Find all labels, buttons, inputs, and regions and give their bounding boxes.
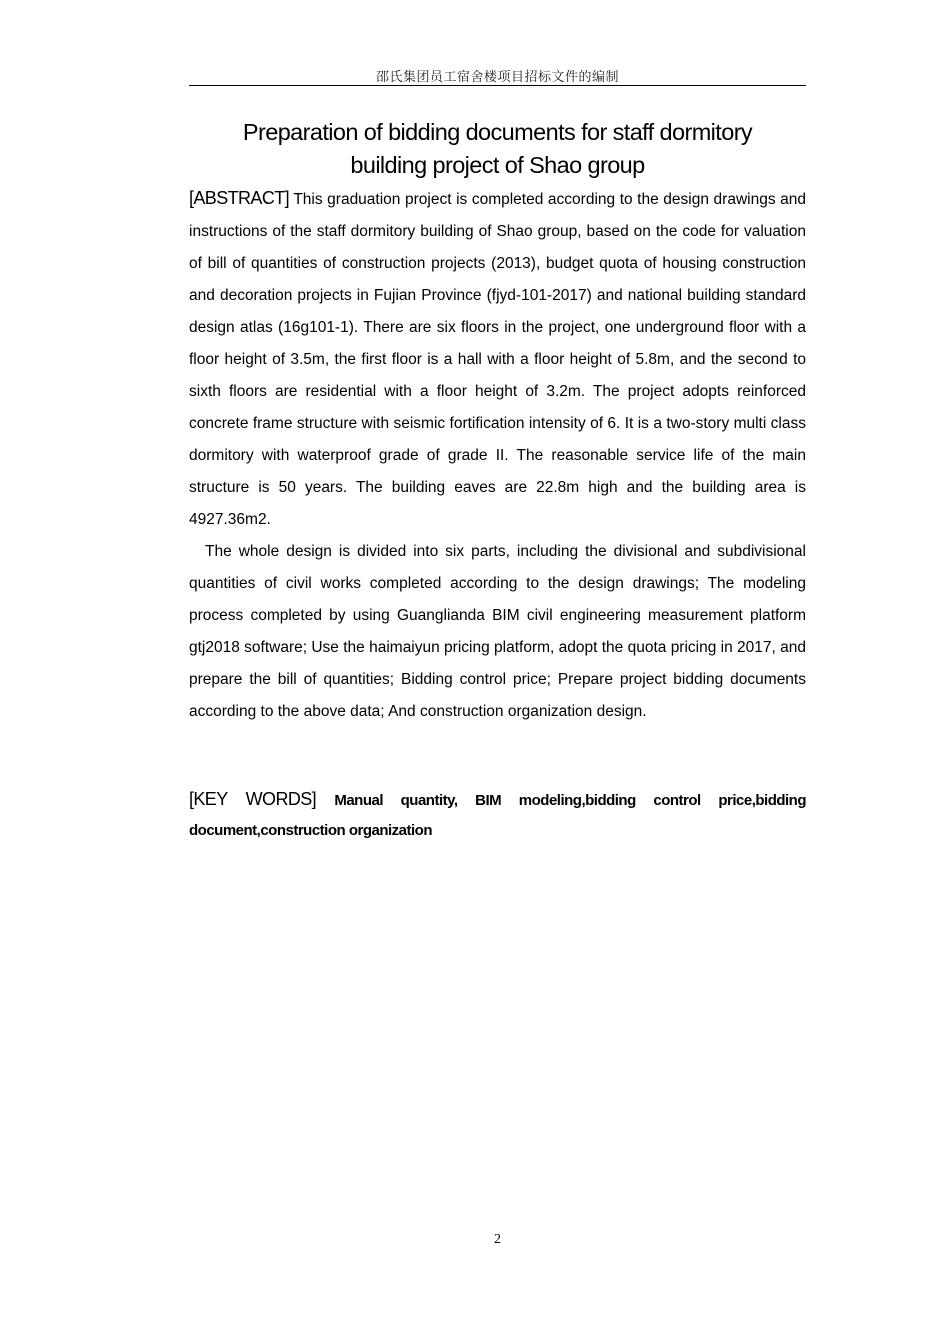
abstract-paragraph-2: The whole design is divided into six parts, including the divisional and subdivisional quantities of civil works completed according to the design drawings; The modeling process completed by using Guanglianda BIM civil engineering measurement platform gtj2018 software; Use the haimaiyun pricing platform, adopt the quota pricing in 2017, and prepare the bill of quantities; Bidding control price; Prepare project bidding documents according to the above data; And construction organization design. (189, 543, 806, 720)
keywords-label: [KEY WORDS] (189, 789, 317, 809)
keywords-text: Manual quantity, BIM modeling,bidding control price,bidding document,construction organization (189, 792, 807, 839)
abstract-text-1: This graduation project is completed according to the design drawings and instructions of the staff dormitory building of Shao group, based on the code for valuation of bill of quantities of construction projects (2013), budget quota of housing construction and decoration projects in Fujian Province (fjyd-101-2017) and national building standard design atlas (16g101-1). There are six floors in the project, one underground floor with a floor height of 3.5m, the first floor is a hall with a floor height of 5.8m, and the second to sixth floors are residential with a floor height of 3.2m. The project adopts reinforced concrete frame structure with seismic fortification intensity of 6. It is a two-story multi class dormitory with waterproof grade of grade II. The reasonable service life of the main structure is 50 years. The building eaves are 22.8m high and the building area is 4927.36m2. (189, 191, 807, 528)
paper-title (189, 116, 806, 182)
paper-title-line-2: building project of Shao group (350, 152, 645, 178)
page-number: 2 (494, 1232, 501, 1247)
abstract-section (189, 182, 806, 728)
header-rule (189, 85, 806, 86)
keywords-section (189, 784, 806, 846)
abstract-paragraph-1 (189, 182, 806, 536)
abstract-label: [ABSTRACT] (189, 188, 290, 208)
paper-title-line-1: Preparation of bidding documents for staff dormitory (242, 119, 753, 145)
running-header: 邵氏集团员工宿舍楼项目招标文件的编制 (375, 70, 619, 85)
